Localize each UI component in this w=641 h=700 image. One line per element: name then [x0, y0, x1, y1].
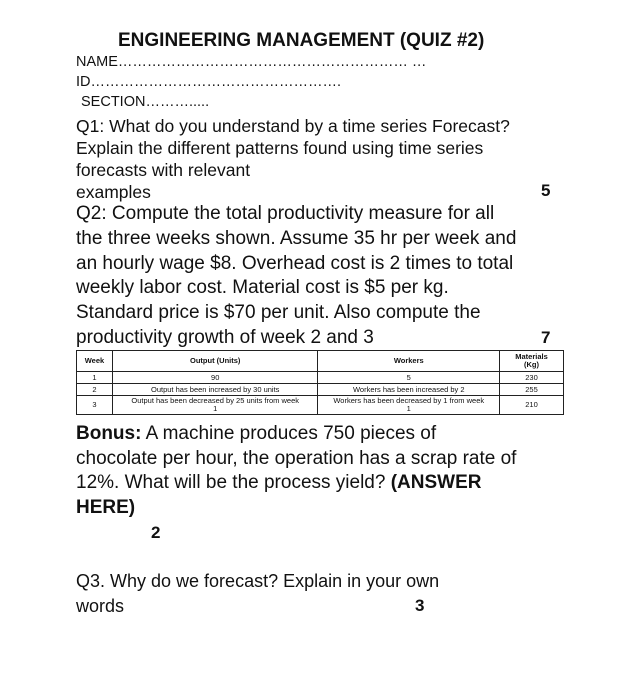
- bonus-line-3: [76, 471, 482, 496]
- bonus-text: 12%. What will be the process yield?: [76, 472, 391, 493]
- q2-line: productivity growth of week 2 and 3: [76, 327, 374, 348]
- cell-workers: Workers has been increased by 2: [318, 384, 500, 396]
- table-row: [77, 396, 564, 415]
- header-materials-unit: (Kg): [524, 360, 540, 369]
- cell-workers: [318, 396, 500, 415]
- bonus-line-2: chocolate per hour, the operation has a scrap rate of: [76, 448, 517, 469]
- cell-week: 2: [77, 384, 113, 396]
- table-row: [77, 384, 564, 396]
- q2-line: Standard price is $70 per unit. Also compute the: [76, 302, 481, 323]
- section-line: SECTION……….....: [81, 94, 210, 110]
- q1-line: forecasts with relevant: [76, 160, 251, 180]
- name-line: NAME…………………………………………………… …: [76, 54, 427, 70]
- header-materials: [500, 351, 564, 372]
- bonus-points: 2: [151, 523, 161, 542]
- bonus-line-1: [76, 422, 436, 447]
- header-week: Week: [77, 351, 113, 372]
- cell-week: 1: [77, 372, 113, 384]
- cell-output: Output has been increased by 30 units: [112, 384, 318, 396]
- productivity-table: [76, 350, 564, 415]
- bonus-answer-label: (ANSWER: [390, 472, 482, 493]
- q1-points: 5: [541, 181, 551, 200]
- header-materials-label: Materials: [515, 352, 548, 361]
- cell-materials: 210: [500, 396, 564, 415]
- cell-workers-text-cont: 1: [406, 404, 411, 413]
- bonus-text: A machine produces 750 pieces of: [141, 423, 437, 444]
- q2-line: Q2: Compute the total productivity measure for all: [76, 203, 495, 224]
- bonus-label: Bonus:: [76, 423, 142, 444]
- header-workers: Workers: [318, 351, 500, 372]
- q1-line: Explain the different patterns found using time series: [76, 138, 484, 158]
- cell-output-text: Output has been decreased by 25 units from week: [131, 396, 300, 405]
- cell-output: [112, 396, 318, 415]
- q3-points: 3: [415, 596, 425, 615]
- cell-materials: 230: [500, 372, 564, 384]
- table-row: [77, 372, 564, 384]
- q2-line: weekly labor cost. Material cost is $5 per kg.: [76, 277, 449, 298]
- cell-materials: 255: [500, 384, 564, 396]
- bonus-answer-label-cont: HERE): [76, 497, 136, 518]
- q2-line: the three weeks shown. Assume 35 hr per week and: [76, 228, 517, 249]
- cell-week: 3: [77, 396, 113, 415]
- q3-line: words: [76, 596, 125, 616]
- q3-line: Q3. Why do we forecast? Explain in your own: [76, 571, 440, 591]
- q2-line: an hourly wage $8. Overhead cost is 2 times to total: [76, 253, 514, 274]
- q1-line: Q1: What do you understand by a time series Forecast?: [76, 116, 510, 136]
- id-line: ID…………………………………………….: [76, 74, 342, 90]
- q2-points: 7: [541, 328, 551, 347]
- cell-workers-text: Workers has been decreased by 1 from week: [333, 396, 485, 405]
- cell-output: 90: [112, 372, 318, 384]
- quiz-title: ENGINEERING MANAGEMENT (QUIZ #2): [118, 30, 485, 51]
- q1-line: examples: [76, 182, 151, 202]
- table-header-row: [77, 351, 564, 372]
- cell-workers: 5: [318, 372, 500, 384]
- header-output: Output (Units): [112, 351, 318, 372]
- cell-output-text-cont: 1: [213, 404, 218, 413]
